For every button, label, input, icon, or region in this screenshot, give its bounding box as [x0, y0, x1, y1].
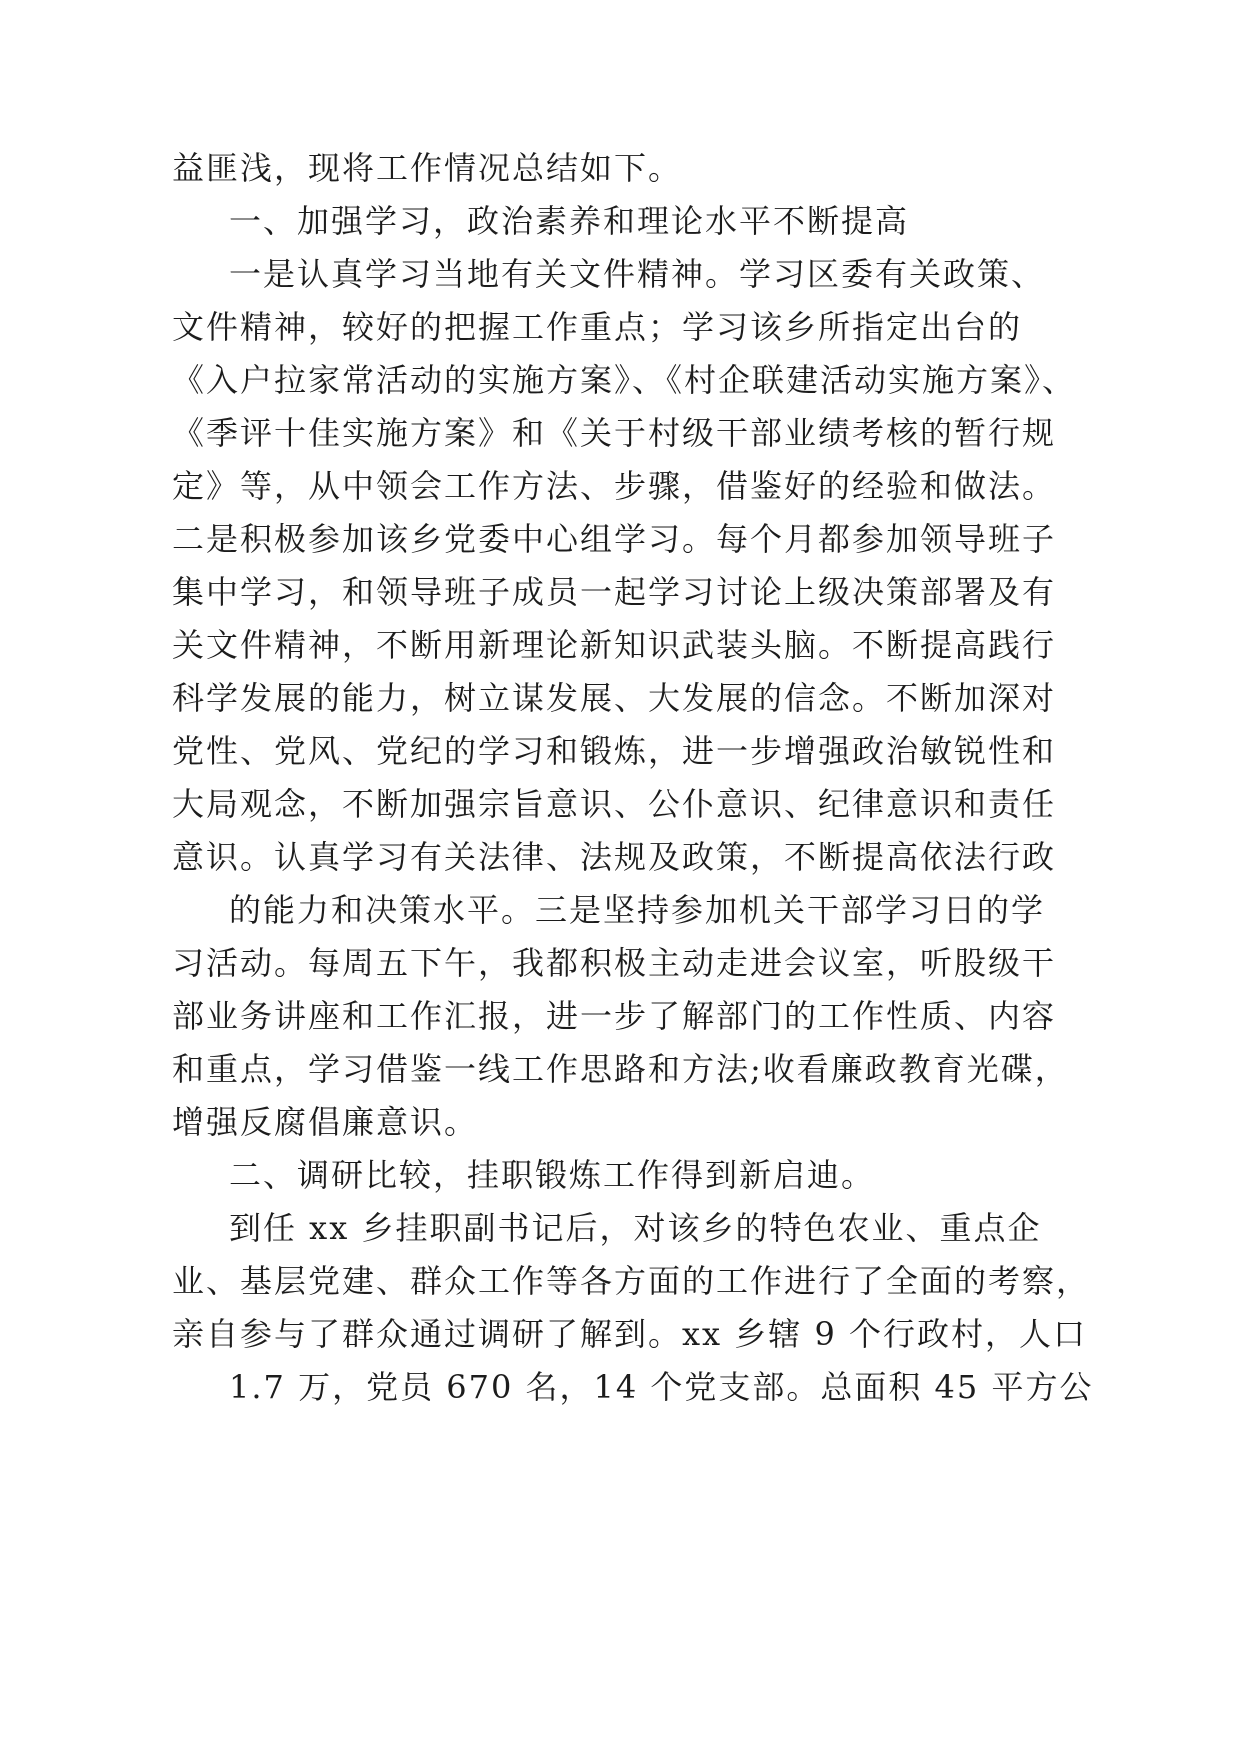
text-line: 文件精神，较好的把握工作重点；学习该乡所指定出台的 [172, 308, 1023, 346]
text-line: 意识。认真学习有关法律、法规及政策，不断提高依法行政 [172, 838, 1057, 876]
text-line: 集中学习，和领导班子成员一起学习讨论上级决策部署及有 [172, 573, 1057, 611]
text-line: 关文件精神，不断用新理论新知识武装头脑。不断提高践行 [172, 626, 1057, 664]
text-line: 一是认真学习当地有关文件精神。学习区委有关政策、 [229, 255, 1046, 293]
text-line: 二是积极参加该乡党委中心组学习。每个月都参加领导班子 [172, 520, 1057, 558]
text-line: 科学发展的能力，树立谋发展、大发展的信念。不断加深对 [172, 679, 1057, 717]
section-heading: 二、调研比较，挂职锻炼工作得到新启迪。 [229, 1156, 876, 1194]
text-line: 1.7 万，党员 670 名，14 个党支部。总面积 45 平方公 [229, 1368, 1094, 1406]
text-line: 习活动。每周五下午，我都积极主动走进会议室，听股级干 [172, 944, 1057, 982]
section-heading: 一、加强学习，政治素养和理论水平不断提高 [229, 202, 910, 240]
text-line: 亲自参与了群众通过调研了解到。xx 乡辖 9 个行政村，人口 [172, 1315, 1087, 1353]
text-line: 业、基层党建、群众工作等各方面的工作进行了全面的考察， [172, 1262, 1091, 1300]
text-line: 到任 xx 乡挂职副书记后，对该乡的特色农业、重点企 [229, 1209, 1042, 1247]
text-line: 部业务讲座和工作汇报，进一步了解部门的工作性质、内容 [172, 997, 1057, 1035]
text-line: 的能力和决策水平。三是坚持参加机关干部学习日的学 [229, 891, 1046, 929]
text-line: 益匪浅，现将工作情况总结如下。 [172, 149, 683, 187]
text-line: 党性、党风、党纪的学习和锻炼，进一步增强政治敏锐性和 [172, 732, 1057, 770]
text-line: 增强反腐倡廉意识。 [172, 1103, 479, 1141]
text-line: 和重点，学习借鉴一线工作思路和方法;收看廉政教育光碟， [172, 1050, 1069, 1088]
text-line: 《入户拉家常活动的实施方案》、《村企联建活动实施方案》、 [172, 361, 1077, 399]
text-line: 定》等，从中领会工作方法、步骤，借鉴好的经验和做法。 [172, 467, 1057, 505]
text-line: 大局观念，不断加强宗旨意识、公仆意识、纪律意识和责任 [172, 785, 1057, 823]
text-line: 《季评十佳实施方案》和《关于村级干部业绩考核的暂行规 [172, 414, 1057, 452]
